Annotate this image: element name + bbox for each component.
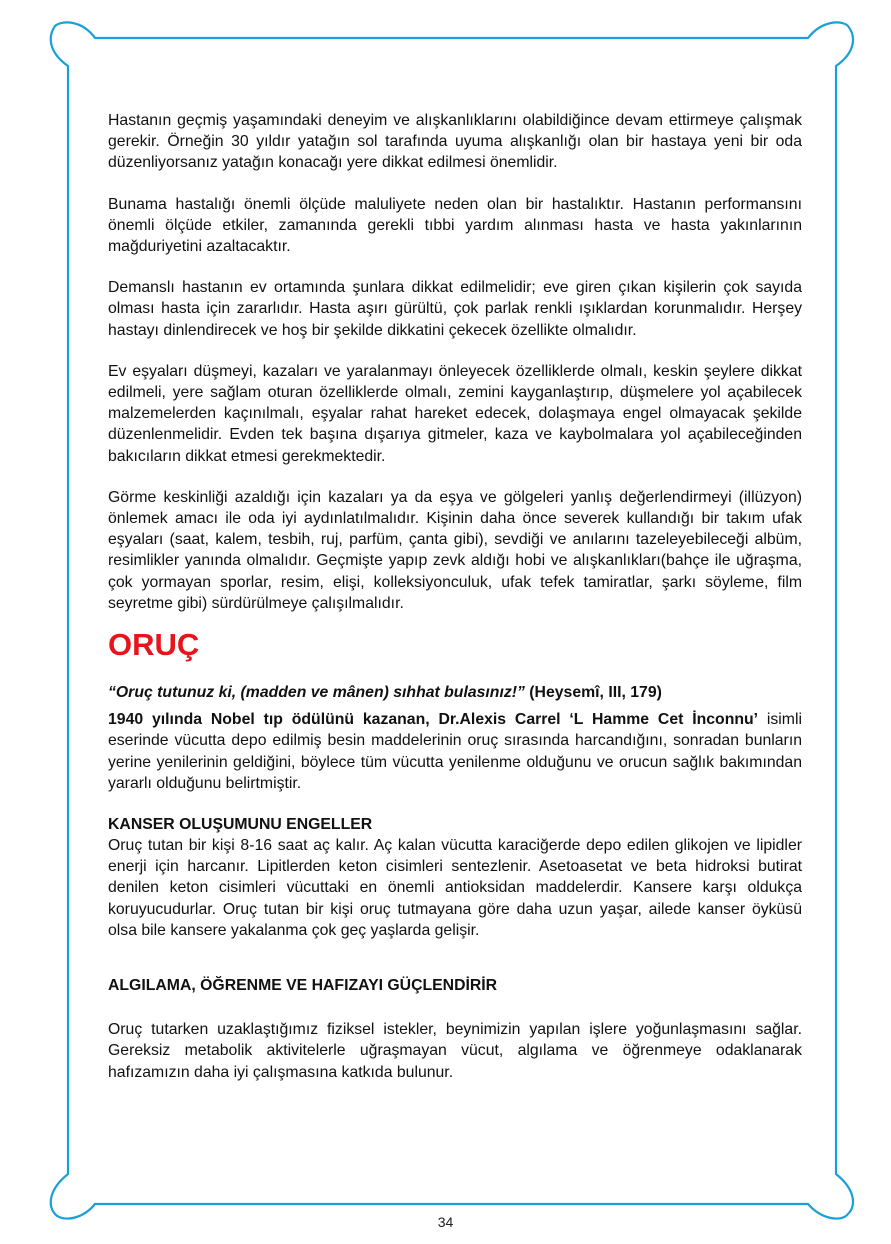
paragraph-nobel (108, 709, 802, 794)
paragraph-dementia: Bunama hastalığı önemli ölçüde maluliyete neden olan bir hastalıktır. Hastanın performansını önemli ölçüde etkiler, zamanında gerekli tıbbi yardım alınması hasta ve hasta yakınlarının mağduriyetini azaltacaktır. (108, 195, 802, 256)
page-content (108, 110, 802, 1083)
paragraph-home-environment: Demanslı hastanın ev ortamında şunlara dikkat edilmelidir; eve giren çıkan kişilerin çok sayıda olması hasta için zararlıdır. Hasta aşırı gürültü, çok parlak renkli ışıklardan korunmalıdır. Herşey hastayı dinlendirecek ve hoş bir şekilde dikkatini çekecek özellikte olmalıdır. (108, 279, 802, 339)
nobel-bold-text: 1940 yılında Nobel tıp ödülünü kazanan, Dr.Alexis Carrel ‘L Hamme Cet İnconnu’ (108, 711, 759, 729)
paragraph-vision-hobbies: Görme keskinliği azaldığı için kazaları ya da eşya ve gölgeleri yanlış değerlendirmeyi (illüzyon) önlemek amacı ile oda iyi aydınlatılmalıdır. Kişinin daha önce severek kullandığı bir takım ufak eşyaları (saat, kalem, tesbih, ruj, parfüm, çanta gibi), sevdiği ve anılarını tazeleyebileceği albüm, resimlikler yanında olmalıdır. Geçmişte yapıp zevk aldığı hobi ve alışkanlıkları(bahçe ile uğraşma, çok yormayan sporlar, resim, elişi, kolleksiyonculuk, ufak tefek tamiratlar, şarkı söyleme, film seyretme gibi) sürdürülmeye çalışılmalıdır. (108, 488, 802, 612)
quote-text: “Oruç tutunuz ki, (madden ve mânen) sıhhat bulasınız!” (108, 684, 525, 702)
quote-source: (Heysemî, III, 179) (524, 684, 662, 702)
page-number: 34 (437, 1214, 454, 1230)
paragraph-cancer: Oruç tutan bir kişi 8-16 saat aç kalır. Aç kalan vücutta karaciğerde depo edilen glikojen ve lipidler enerji için harcanır. Lipitlerden keton cisimleri sentezlenir. Asetoasetat ve beta hidroksi butirat denilen keton cisimleri vücuttaki en önemli antioksidan maddelerdir. Kansere karşı oldukça koruyucudurlar. Oruç tutan bir kişi oruç tutmayana göre daha uzun yaşar, ailede kanser öyküsü olsa bile kansere yakalanma çok geç yaşlarda gelişir. (108, 837, 802, 939)
learning-heading: ALGILAMA, ÖĞRENME VE HAFIZAYI GÜÇLENDİRİR (108, 977, 498, 995)
hadith-quote (108, 682, 802, 703)
cancer-heading: KANSER OLUŞUMUNU ENGELLER (108, 816, 373, 834)
paragraph-furniture-safety: Ev eşyaları düşmeyi, kazaları ve yaralanmayı önleyecek özelliklerde olmalı, keskin şeylere dikkat edilmeli, yere sağlam oturan özelliklerde olmalı, zemini kayganlaştırıp, düşmelere yol açabilecek malzemelerden kaçınılmalı, eşyalar rahat hareket edecek, dolaşmaya engel olmayacak şekilde düzenlenmelidir. Evden tek başına dışarıya gitmeler, kaza ve kaybolmalara yol açabileceğinden bakıcıların dikkat etmesi gerekmektedir. (108, 362, 802, 465)
section-title-oruc: ORUÇ (108, 627, 200, 663)
paragraph-habits: Hastanın geçmiş yaşamındaki deneyim ve alışkanlıklarını olabildiğince devam ettirmeye çalışmak gerekir. Örneğin 30 yıldır yatağın sol tarafında uyuma alışkanlığı olan bir hastaya yeni bir oda düzenliyorsanız yatağın konacağı yere dikkat edilmesi önemlidir. (108, 112, 802, 172)
nobel-rest-text: isimli eserinde vücutta depo edilmiş besin maddelerinin oruç sırasında harcandığını, sonradan bunların yerine yenilerinin geldiğini, böylece tüm vücutta yenilenme olduğunu ve orucun sağlık bakımından yararlı olduğunu belirtmiştir. (108, 711, 802, 792)
paragraph-learning: Oruç tutarken uzaklaştığımız fiziksel istekler, beynimizin yapılan işlere yoğunlaşmasını sağlar. Gereksiz metabolik aktivitelerle uğraşmayan vücut, algılama ve öğrenmeye odaklanarak hafızamızın daha iyi çalışmasına katkıda bulunur. (108, 1021, 802, 1081)
